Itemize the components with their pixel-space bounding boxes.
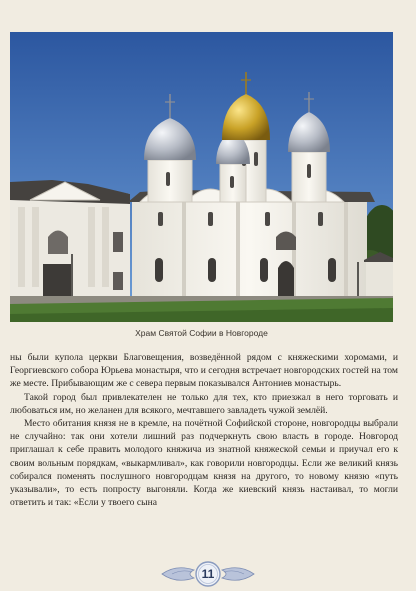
figure-caption: Храм Святой Софии в Новгороде (135, 328, 268, 338)
body-text (10, 351, 398, 509)
page-number-ornament (158, 560, 258, 588)
paragraph: ны были купола церкви Благовещения, возведённой рядом с княжескими хоромами, и Георгиевского собора Юрьева монастыря, что и сегодня встречает новгородских гостей на том же месте. Прибывающим же с севера первым показывался Антониев монастырь. (10, 352, 398, 390)
st-sophia-cathedral-image (10, 32, 393, 322)
paragraph: Такой город был привлекателен не только для тех, кто приезжал в него торговать и любоваться им, но желанен для всякого, мечтавшего завладеть чужой землёй. (10, 391, 398, 416)
cathedral-photo (10, 32, 393, 322)
page-number: 11 (201, 567, 215, 581)
paragraph: Место обитания князя не в кремле, на почётной Софийской стороне, новгородцы выбрали не случайно: так они хотели лишний раз подчеркнуть свою власть в городе. Новгород приглашал к себе править молодого княжича из знатной княжеской семьи и приучал его к своим вольным порядкам, «выкармливал», как говорили новгородцы. Если же великий князь собирался поменять послушного новгородцам князя на другого, то новому князю «путь указывали», то есть попросту выгоняли. Когда же киевский князь настаивал, то могли ответить и так: «Если у твоего сына (10, 418, 398, 509)
